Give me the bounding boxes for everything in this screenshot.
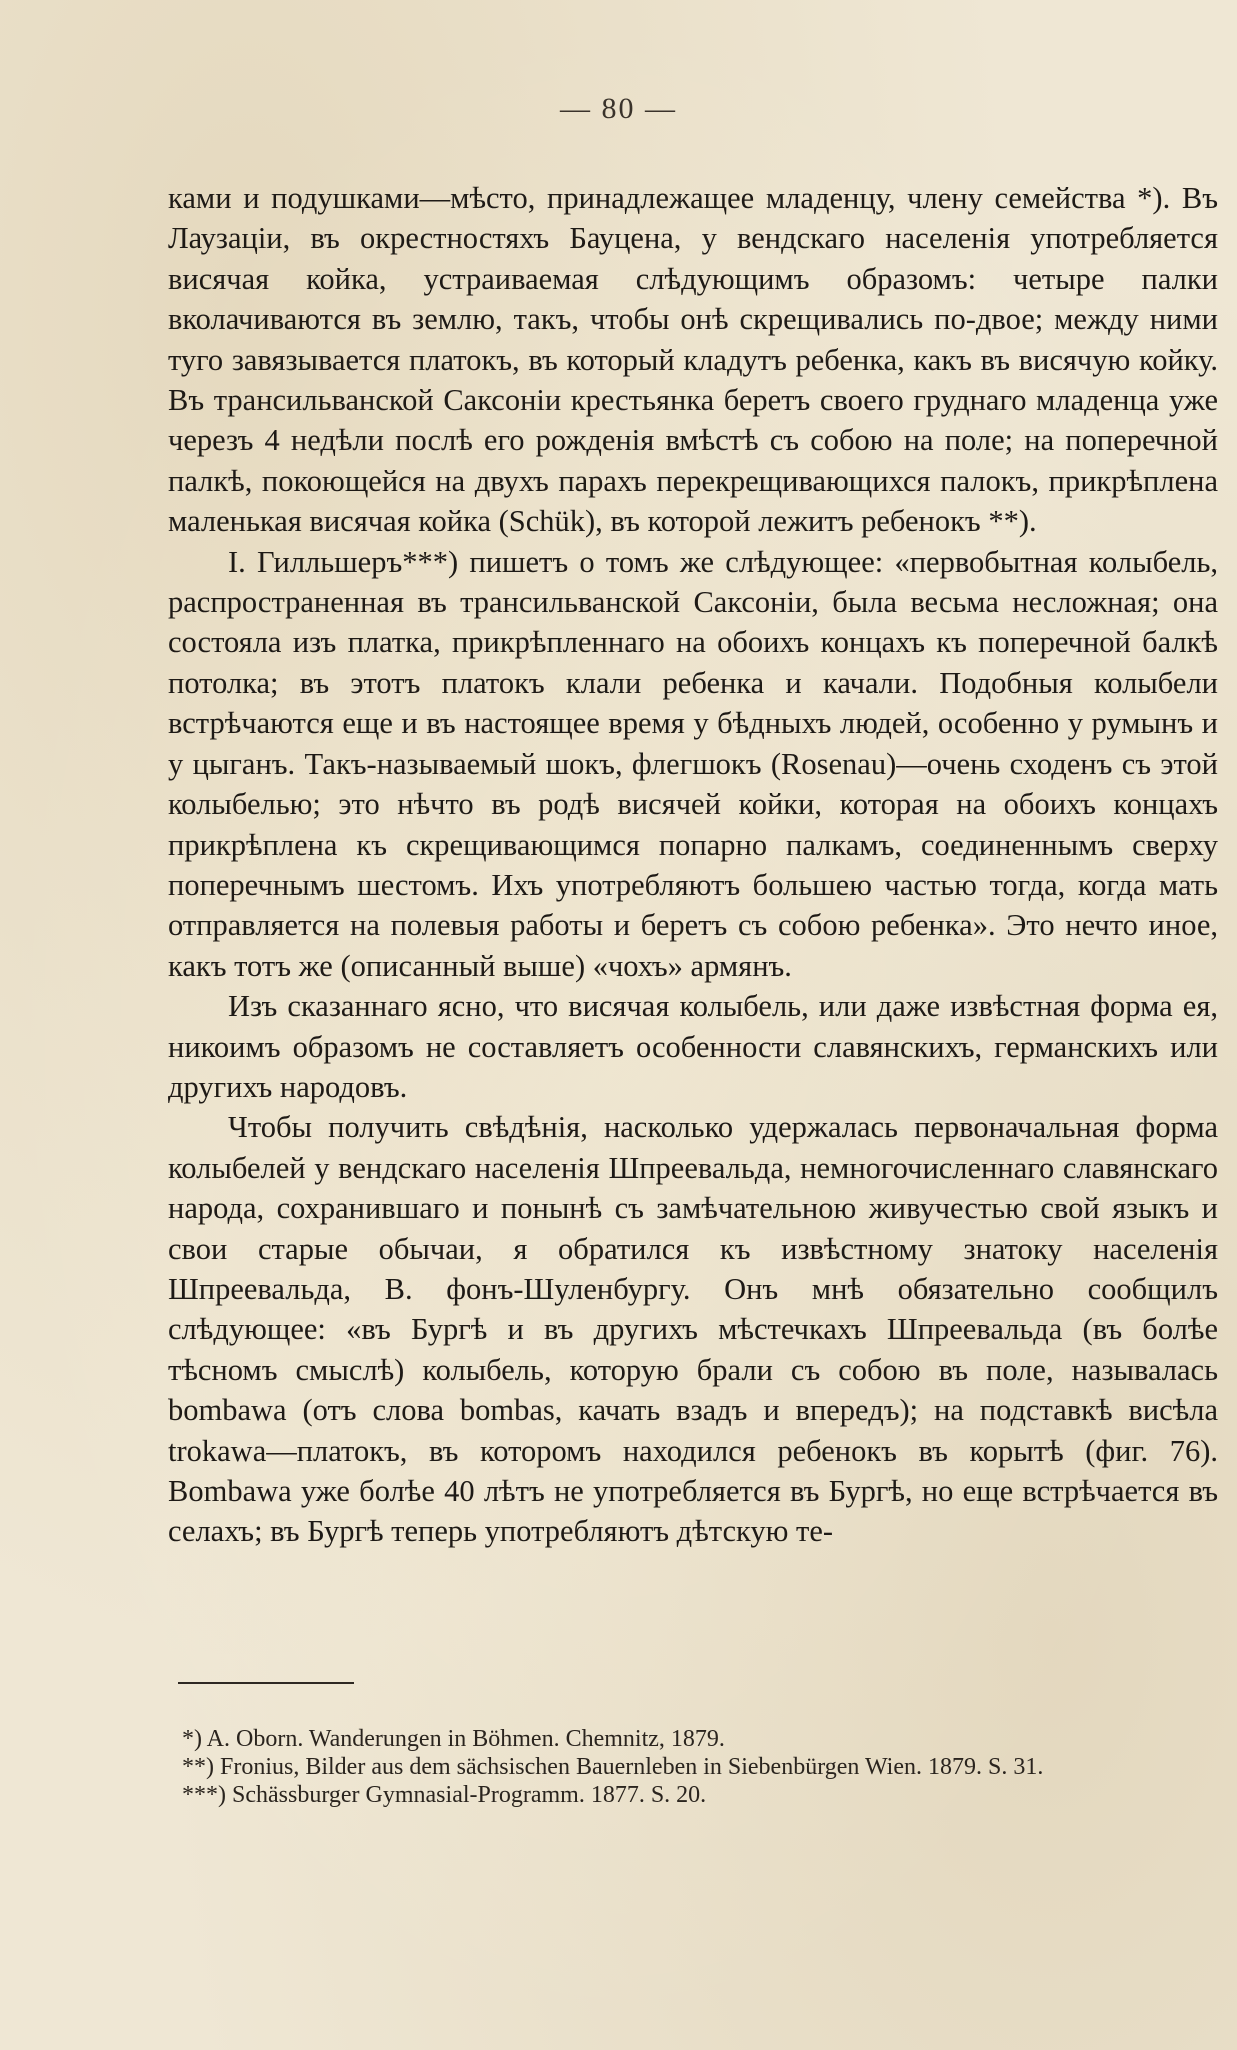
- footnote-1: *) A. Oborn. Wanderungen in Böhmen. Chemnitz, 1879.: [182, 1726, 725, 1752]
- page-number: — 80 —: [560, 92, 677, 125]
- paragraph-2: I. Гилльшеръ***) пишетъ о томъ же слѣдующее: «первобытная колыбель, распространенная въ трансильванской Саксоніи, была весьма несложная; она состояла изъ платка, прикрѣпленнаго на обоихъ концахъ къ поперечной балкѣ потолка; въ этотъ платокъ клали ребенка и качали. Подобныя колыбели встрѣчаются еще и въ настоящее время у бѣдныхъ людей, особенно у румынъ и у цыганъ. Такъ-называемый шокъ, флегшокъ (Rosenau)—очень сходенъ съ этой колыбелью; это нѣчто въ родѣ висячей койки, которая на обоихъ концахъ прикрѣплена къ скрещивающимся попарно палкамъ, соединеннымъ сверху поперечнымъ шестомъ. Ихъ употребляютъ большею частью тогда, когда мать отправляется на полевыя работы и беретъ съ собою ребенка». Это нечто иное, какъ тотъ же (описанный выше) «чохъ» армянъ.: [168, 544, 1218, 983]
- paragraph-4: Чтобы получить свѣдѣнія, насколько удержалась первоначальная форма колыбелей у вендскаго населенія Шпреевальда, немногочисленнаго славянскаго народа, сохранившаго и понынѣ съ замѣчательною живучестью свой языкъ и свои старые обычаи, я обратился къ извѣстному знатоку населенія Шпреевальда, В. фонъ-Шуленбургу. Онъ мнѣ обязательно сообщилъ слѣдующее: «въ Бургѣ и въ другихъ мѣстечкахъ Шпреевальда (въ болѣе тѣсномъ смыслѣ) колыбель, которую брали съ собою въ поле, называлась bombawa (отъ слова bombas, качать взадъ и впередъ); на подставкѣ висѣла trokawa—платокъ, въ которомъ находился ребенокъ въ корытѣ (фиг. 76). Bombawa уже болѣе 40 лѣтъ не употребляется въ Бургѣ, но еще встрѣчается въ селахъ; въ Бургѣ теперь употребляютъ дѣтскую те-: [168, 1110, 1218, 1549]
- body-text: [168, 178, 1218, 1552]
- paragraph-3: Изъ сказаннаго ясно, что висячая колыбель, или даже извѣстная форма ея, никоимъ образомъ не составляетъ особенности славянскихъ, германскихъ или другихъ народовъ.: [168, 989, 1218, 1104]
- footnotes: [168, 1726, 1208, 1810]
- footnote-2: **) Fronius, Bilder aus dem sächsischen Bauernleben in Siebenbürgen Wien. 1879. S. 31.: [182, 1754, 1044, 1780]
- footnote-3: ***) Schässburger Gymnasial-Programm. 1877. S. 20.: [182, 1782, 707, 1808]
- footnote-divider: [178, 1682, 354, 1684]
- paragraph-1: ками и подушками—мѣсто, принадлежащее младенцу, члену семейства *). Въ Лаузаціи, въ окрестностяхъ Бауцена, у вендскаго населенія употребляется висячая койка, устраиваемая слѣдующимъ образомъ: четыре палки вколачиваются въ землю, такъ, чтобы онѣ скрещивались по-двое; между ними туго завязывается платокъ, въ который кладутъ ребенка, какъ въ висячую койку. Въ трансильванской Саксоніи крестьянка беретъ своего груднаго младенца уже черезъ 4 недѣли послѣ его рожденія вмѣстѣ съ собою на поле; на поперечной палкѣ, покоющейся на двухъ парахъ перекрещивающихся палокъ, прикрѣплена маленькая висячая койка (Schük), въ которой лежитъ ребенокъ **).: [168, 181, 1218, 539]
